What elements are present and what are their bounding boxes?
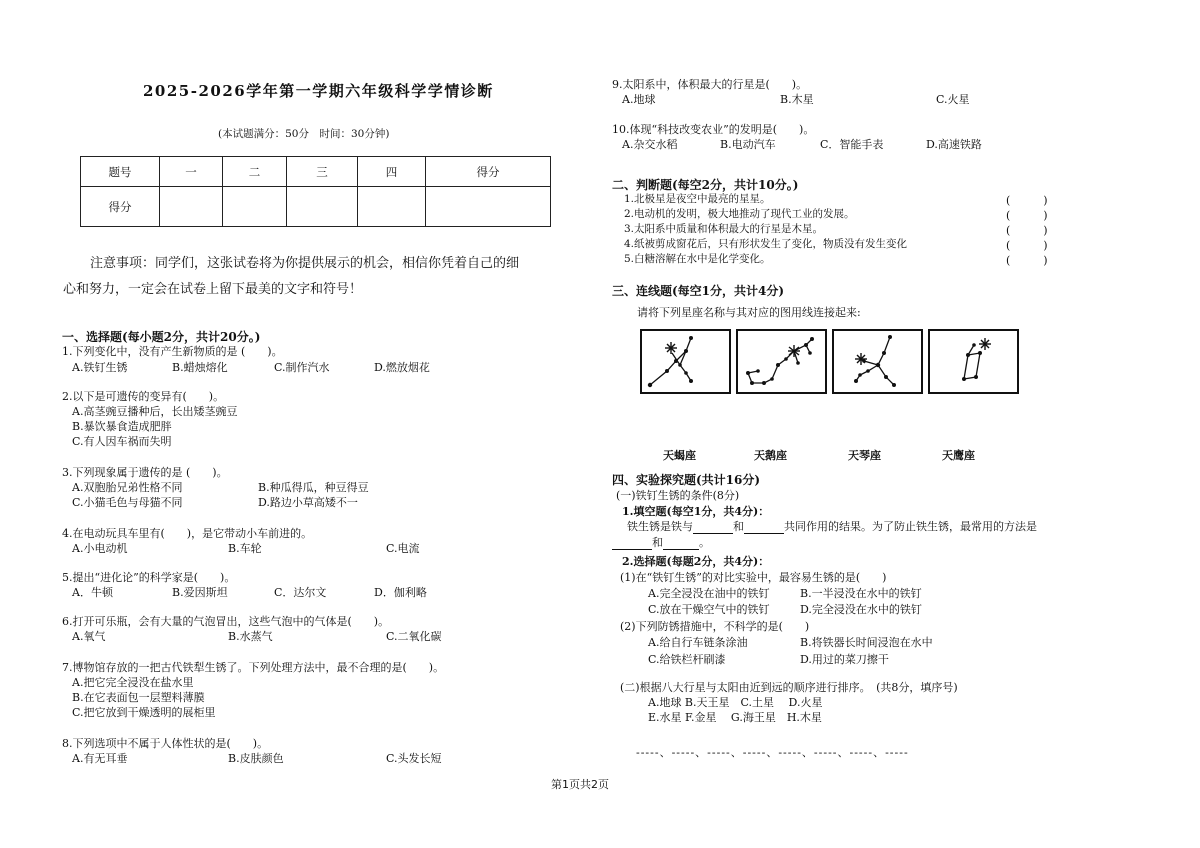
score-header-cell: 二 bbox=[223, 157, 287, 187]
page-title: 2025-2026学年第一学期六年级科学学情诊断 bbox=[143, 82, 494, 100]
q1-option-d[interactable]: D.燃放烟花 bbox=[374, 361, 430, 374]
planet-options-row-1: A.地球 B.天王星 C.土星 D.火星 bbox=[648, 696, 823, 709]
score-cell[interactable] bbox=[287, 187, 358, 227]
fill-blank-2[interactable] bbox=[744, 522, 784, 534]
q1-option-b[interactable]: B.蜡烛熔化 bbox=[172, 361, 228, 374]
q6-option-a[interactable]: A.氧气 bbox=[72, 630, 106, 643]
q4-option-c[interactable]: C.电流 bbox=[386, 542, 420, 555]
q9-option-b[interactable]: B.木星 bbox=[780, 93, 814, 106]
judge-item-1: 1.北极星是夜空中最亮的星星。 bbox=[624, 193, 771, 205]
q8-option-b[interactable]: B.皮肤颜色 bbox=[228, 752, 284, 765]
exp-q1-option-a[interactable]: A.完全浸没在油中的铁钉 bbox=[648, 587, 770, 600]
judge-item-3: 3.太阳系中质量和体积最大的行星是木星。 bbox=[624, 223, 824, 235]
constellation-drawing-1 bbox=[642, 331, 729, 392]
score-header-cell: 题号 bbox=[81, 157, 160, 187]
q2-option-b[interactable]: B.暴饮暴食造成肥胖 bbox=[72, 420, 172, 433]
q8-option-a[interactable]: A.有无耳垂 bbox=[72, 752, 128, 765]
section-4-heading: 四、实验探究题(共计16分) bbox=[612, 473, 761, 487]
constellation-image-3[interactable] bbox=[832, 329, 923, 394]
q3-option-d[interactable]: D.路边小草高矮不一 bbox=[258, 496, 358, 509]
question-6-stem: 6.打开可乐瓶，会有大量的气泡冒出，这些气泡中的气体是( )。 bbox=[62, 615, 390, 628]
q7-option-a[interactable]: A.把它完全浸没在盐水里 bbox=[72, 676, 194, 689]
q1-option-a[interactable]: A.铁钉生锈 bbox=[72, 361, 128, 374]
question-5-stem: 5.提出“进化论”的科学家是( )。 bbox=[62, 571, 236, 584]
q7-option-b[interactable]: B.在它表面包一层塑料薄膜 bbox=[72, 691, 205, 704]
constellation-drawing-3 bbox=[834, 331, 921, 392]
judge-item-5: 5.白糖溶解在水中是化学变化。 bbox=[624, 253, 771, 265]
question-9-stem: 9.太阳系中，体积最大的行星是( )。 bbox=[612, 78, 808, 91]
fill-text-d: 和 bbox=[652, 536, 663, 549]
section-3-heading: 三、连线题(每空1分，共计4分) bbox=[612, 284, 785, 298]
fill-sentence-line-2 bbox=[612, 536, 710, 550]
constellation-name-scorpius[interactable]: 天蝎座 bbox=[663, 449, 696, 462]
answer-paren-2[interactable]: ( ) bbox=[1006, 209, 1048, 222]
q4-option-b[interactable]: B.车轮 bbox=[228, 542, 262, 555]
q10-option-d[interactable]: D.高速铁路 bbox=[926, 138, 982, 151]
constellation-name-cygnus[interactable]: 天鹅座 bbox=[754, 449, 787, 462]
fill-text-a: 铁生锈是铁与 bbox=[627, 520, 693, 533]
judge-item-4: 4.纸被剪成窗花后，只有形状发生了变化，物质没有发生变化 bbox=[624, 238, 908, 250]
question-7-stem: 7.博物馆存放的一把古代铁犁生锈了。下列处理方法中，最不合理的是( )。 bbox=[62, 661, 445, 674]
q7-option-c[interactable]: C.把它放到干燥透明的展柜里 bbox=[72, 706, 216, 719]
q2-option-a[interactable]: A.高茎豌豆播种后，长出矮茎豌豆 bbox=[72, 405, 238, 418]
exp-q2-option-b[interactable]: B.将铁器长时间浸泡在水中 bbox=[800, 636, 933, 649]
score-cell[interactable] bbox=[160, 187, 223, 227]
q10-option-c[interactable]: C．智能手表 bbox=[820, 138, 884, 151]
question-8-stem: 8.下列选项中不属于人体性状的是( )。 bbox=[62, 737, 269, 750]
q5-option-b[interactable]: B.爱因斯坦 bbox=[172, 586, 228, 599]
fill-text-b: 和 bbox=[733, 520, 744, 533]
q1-option-c[interactable]: C.制作汽水 bbox=[274, 361, 330, 374]
score-table bbox=[80, 156, 551, 227]
exp-q1-option-b[interactable]: B.一半浸没在水中的铁钉 bbox=[800, 587, 922, 600]
constellation-image-4[interactable] bbox=[928, 329, 1019, 394]
constellation-image-1[interactable] bbox=[640, 329, 731, 394]
q4-option-a[interactable]: A.小电动机 bbox=[72, 542, 128, 555]
q2-option-c[interactable]: C.有人因车祸而失明 bbox=[72, 435, 172, 448]
exp-q2-option-d[interactable]: D.用过的菜刀擦干 bbox=[800, 653, 889, 666]
score-cell[interactable] bbox=[358, 187, 426, 227]
matching-instruction: 请将下列星座名称与其对应的图用线连接起来: bbox=[637, 306, 861, 319]
part-2-title: (二)根据八大行星与太阳由近到远的顺序进行排序。 (共8分，填序号) bbox=[620, 681, 958, 694]
q6-option-b[interactable]: B.水蒸气 bbox=[228, 630, 273, 643]
q5-option-d[interactable]: D．伽利略 bbox=[374, 586, 427, 599]
question-4-stem: 4.在电动玩具车里有( )，是它带动小车前进的。 bbox=[62, 527, 313, 540]
fill-blank-3[interactable] bbox=[612, 538, 652, 550]
fill-text-e: 。 bbox=[699, 536, 710, 549]
constellation-image-2[interactable] bbox=[736, 329, 827, 394]
exp-q1-option-d[interactable]: D.完全浸没在水中的铁钉 bbox=[800, 603, 922, 616]
q8-option-c[interactable]: C.头发长短 bbox=[386, 752, 442, 765]
question-3-stem: 3.下列现象属于遗传的是 ( )。 bbox=[62, 466, 228, 479]
fill-title: 1.填空题(每空1分，共4分)： bbox=[622, 505, 770, 518]
question-1-stem: 1.下列变化中，没有产生新物质的是 ( )。 bbox=[62, 345, 283, 358]
score-cell[interactable] bbox=[426, 187, 551, 227]
q5-option-c[interactable]: C．达尔文 bbox=[274, 586, 327, 599]
q5-option-a[interactable]: A．牛顿 bbox=[72, 586, 113, 599]
section-1-heading: 一、选择题(每小题2分，共计20分。) bbox=[62, 330, 261, 344]
q10-option-b[interactable]: B.电动汽车 bbox=[720, 138, 776, 151]
score-row-label: 得分 bbox=[81, 187, 160, 227]
answer-paren-4[interactable]: ( ) bbox=[1006, 239, 1048, 252]
page-number: 第1页共2页 bbox=[551, 778, 609, 791]
notice-line-2: 心和努力，一定会在试卷上留下最美的文字和符号！ bbox=[63, 282, 363, 297]
section-2-heading: 二、判断题(每空2分，共计10分。) bbox=[612, 178, 799, 192]
answer-paren-3[interactable]: ( ) bbox=[1006, 224, 1048, 237]
score-header-cell: 四 bbox=[358, 157, 426, 187]
constellation-drawing-2 bbox=[738, 331, 825, 392]
planet-options-row-2: E.水星 F.金星 G.海王星 H.木星 bbox=[648, 711, 822, 724]
exp-q2-option-c[interactable]: C.给铁栏杆刷漆 bbox=[648, 653, 726, 666]
q3-option-a[interactable]: A.双胞胎兄弟性格不同 bbox=[72, 481, 183, 494]
constellation-name-lyra[interactable]: 天琴座 bbox=[848, 449, 881, 462]
exp-q2-stem: (2)下列防锈措施中，不科学的是( ) bbox=[620, 620, 810, 633]
answer-paren-5[interactable]: ( ) bbox=[1006, 254, 1048, 267]
answer-paren-1[interactable]: ( ) bbox=[1006, 194, 1048, 207]
score-header-cell: 得分 bbox=[426, 157, 551, 187]
exp-q1-option-c[interactable]: C.放在干燥空气中的铁钉 bbox=[648, 603, 770, 616]
q9-option-a[interactable]: A.地球 bbox=[622, 93, 656, 106]
fill-blank-4[interactable] bbox=[663, 538, 699, 550]
q10-option-a[interactable]: A.杂交水稻 bbox=[622, 138, 678, 151]
q9-option-c[interactable]: C.火星 bbox=[936, 93, 970, 106]
score-header-cell: 三 bbox=[287, 157, 358, 187]
constellation-drawing-4 bbox=[930, 331, 1017, 392]
question-10-stem: 10.体现“科技改变农业”的发明是( )。 bbox=[612, 123, 815, 136]
judge-item-2: 2.电动机的发明，极大地推动了现代工业的发展。 bbox=[624, 208, 855, 220]
score-header-cell: 一 bbox=[160, 157, 223, 187]
fill-text-c: 共同作用的结果。为了防止铁生锈，最常用的方法是 bbox=[784, 520, 1037, 533]
fill-blank-1[interactable] bbox=[693, 522, 733, 534]
q6-option-c[interactable]: C.二氧化碳 bbox=[386, 630, 442, 643]
exp-q1-stem: (1)在“铁钉生锈”的对比实验中，最容易生锈的是( ) bbox=[620, 571, 887, 584]
choice-title: 2.选择题(每题2分，共4分)： bbox=[622, 555, 770, 568]
notice-line-1: 注意事项：同学们，这张试卷将为你提供展示的机会，相信你凭着自己的细 bbox=[90, 256, 520, 271]
fill-sentence-line-1 bbox=[627, 520, 1037, 534]
exam-info: (本试题满分：50分 时间：30分钟) bbox=[218, 128, 390, 140]
question-2-stem: 2.以下是可遗传的变异有( )。 bbox=[62, 390, 225, 403]
q3-option-c[interactable]: C.小猫毛色与母猫不同 bbox=[72, 496, 183, 509]
constellation-name-aquila[interactable]: 天鹰座 bbox=[942, 449, 975, 462]
q3-option-b[interactable]: B.种瓜得瓜，种豆得豆 bbox=[258, 481, 369, 494]
part-1-title: (一)铁钉生锈的条件(8分) bbox=[616, 489, 740, 502]
score-cell[interactable] bbox=[223, 187, 287, 227]
exp-q2-option-a[interactable]: A.给自行车链条涂油 bbox=[648, 636, 748, 649]
planet-order-answer-line[interactable]: -----、-----、-----、-----、-----、-----、-----、----- bbox=[636, 746, 909, 759]
